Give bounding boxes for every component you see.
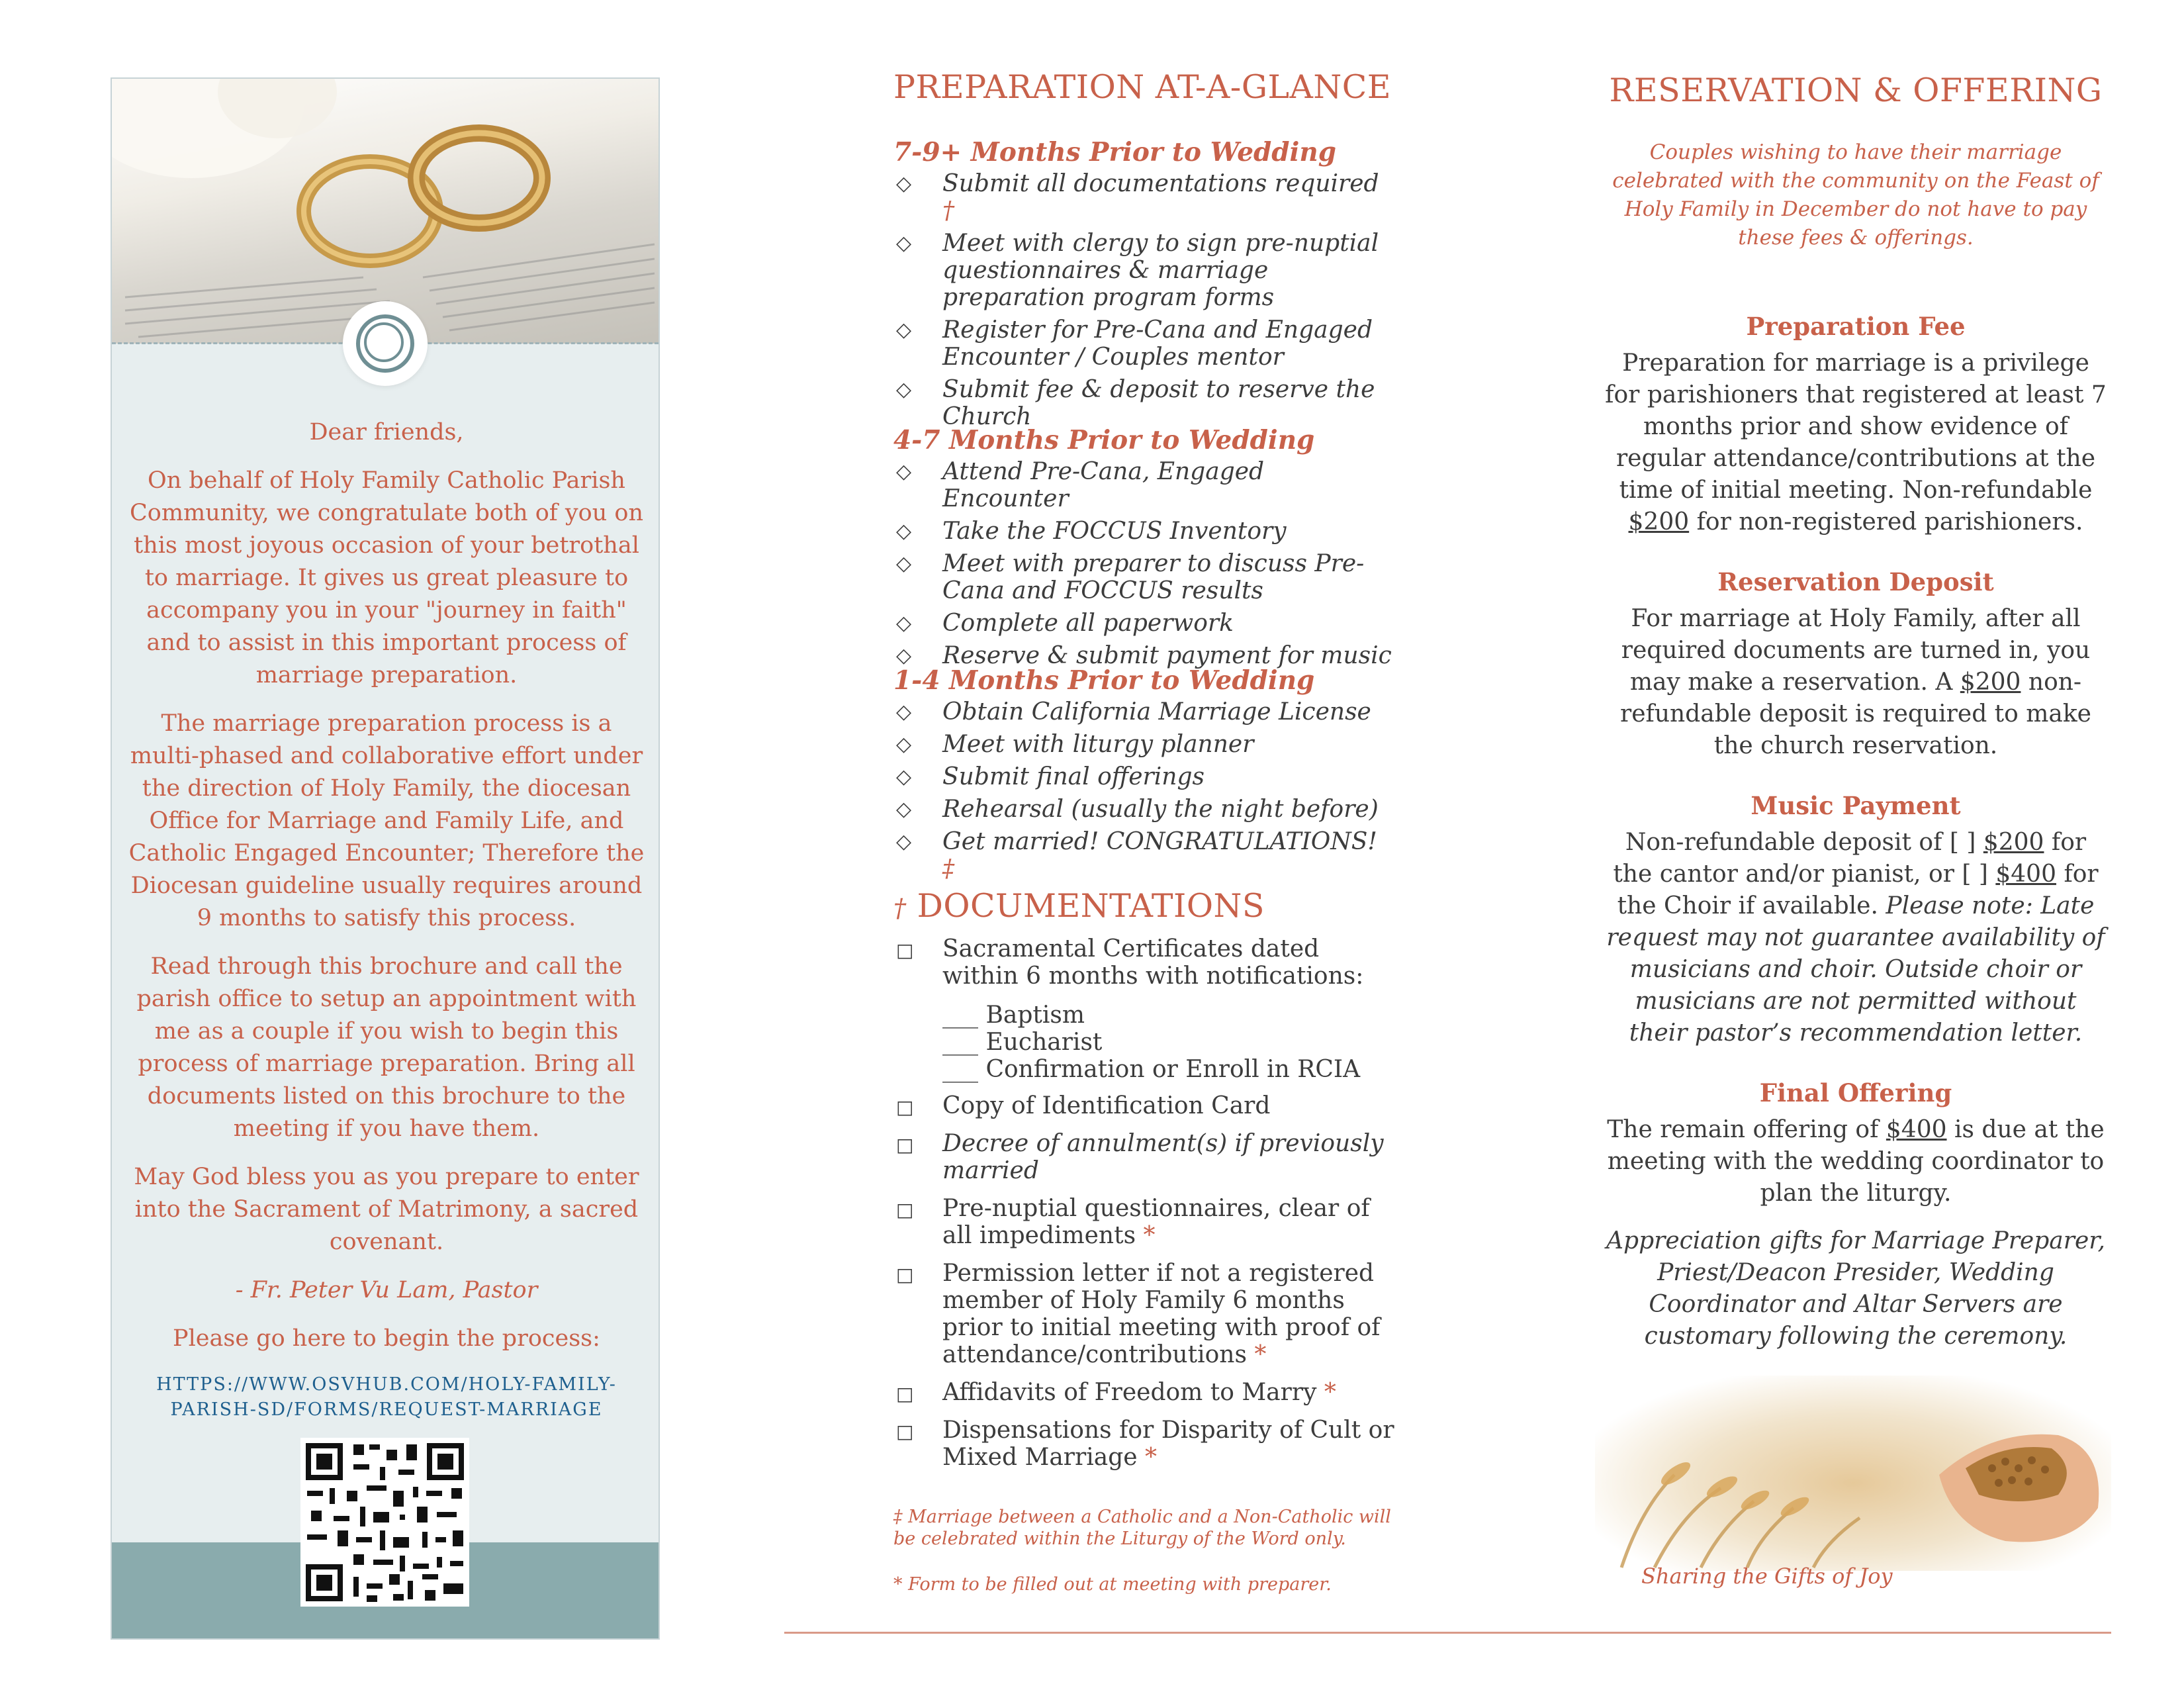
diamond-bullet-icon: ◇ [896,700,912,724]
diamond-bullet-icon: ◇ [896,830,912,853]
document-item: □ Decree of annulment(s) if previously married [896,1130,1384,1184]
diamond-bullet-icon: ◇ [896,232,912,255]
checkbox-icon: □ [896,1096,914,1118]
photo-caption: Sharing the Gifts of Joy [1641,1564,1893,1589]
diamond-bullet-icon: ◇ [896,460,912,483]
holy-family-feast-notice: Couples wishing to have their marriage celebrated with the community on the Feast of Holy Family in December do not have to pay these fees & offerings. [1612,140,2099,250]
appreciation-text: Appreciation gifts for Marriage Preparer, Priest/Deacon Presider, Wedding Coordinator and Altar Servers are customary following the ceremony. [1606,1227,2105,1350]
left-panel [111,77,660,1640]
task-item: ◇ Meet with liturgy planner [896,731,1254,758]
task-item: ◇ Take the FOCCUS Inventory [896,518,1287,545]
diamond-bullet-icon: ◇ [896,733,912,756]
letter-paragraph-2: The marriage preparation process is a multi-phased and collaborative effort under the direction of Holy Family, the diocesan Office for Marriage and Family Life, and Catholic Engaged Encounter; Therefore the Diocesan guideline usually requires around 9 months to satisfy this process. [128,710,645,931]
period-label: 1-4 Months Prior to Wedding [893,665,1315,696]
final-offering-text: The remain offering of $400 is due at the meeting with the wedding coordinator to plan the liturgy. [1607,1116,2105,1207]
checkbox-icon: □ [896,939,914,961]
greeting: Dear friends, [309,419,464,445]
diamond-bullet-icon: ◇ [896,798,912,821]
document-item: □ Pre-nuptial questionnaires, clear of all impediments * [896,1195,1370,1249]
reservation-deposit-text: For marriage at Holy Family, after all required documents are turned in, you may make a reservation. A $200 non-refundable deposit is required to make the church reservation. [1620,605,2091,759]
sacrament-blank: ___ Confirmation or Enroll in RCIA [942,1056,1361,1083]
wheat-hands-photo [1595,1376,2111,1571]
registration-link-line-2: PARISH-SD/FORMS/REQUEST-MARRIAGE [170,1399,603,1420]
music-payment-title: Music Payment [1751,791,1961,820]
footnote-form: * Form to be filled out at meeting with preparer. [893,1574,1332,1595]
documents-list [893,935,1396,1471]
diamond-bullet-icon: ◇ [896,378,912,401]
bottom-divider [784,1632,2111,1634]
task-item: ◇ Register for Pre-Cana and Engaged Encounter / Couples mentor [896,316,1373,371]
reservation-title: RESERVATION & OFFERING [1609,71,2103,109]
task-item: ◇ Submit final offerings [896,763,1205,790]
period-label: 7-9+ Months Prior to Wedding [893,137,1336,167]
period-label: 4-7 Months Prior to Wedding [893,425,1315,455]
diamond-bullet-icon: ◇ [896,765,912,788]
footnote-mixed-marriage: ‡ Marriage between a Catholic and a Non-Catholic will be celebrated within the Liturgy of the Word only. [893,1507,1391,1549]
music-note: Please note: Late request may not guarantee availability of musicians and choir. Outside choir or musicians are not permitted without their pastor’s recommendation letter. [1606,892,2105,1047]
task-item: ◇ Submit all documentations required † [896,170,1379,224]
task-item: ◇ Rehearsal (usually the night before) [896,796,1379,823]
sacrament-blank: ___ Eucharist [942,1029,1103,1056]
checkbox-icon: □ [896,1421,914,1442]
task-item: ◇ Obtain California Marriage License [896,698,1371,726]
task-item: ◇ Attend Pre-Cana, Engaged Encounter [896,458,1265,512]
pastor-signature: - Fr. Peter Vu Lam, Pastor [235,1277,538,1303]
diamond-bullet-icon: ◇ [896,172,912,195]
preparation-title: PREPARATION AT-A-GLANCE [893,68,1392,106]
task-item: ◇ Reserve & submit payment for music [896,642,1392,669]
diamond-bullet-icon: ◇ [896,552,912,575]
sacrament-blank: ___ Baptism [942,1002,1085,1029]
music-payment-text: Non-refundable deposit of [ ] $200 for the cantor and/or pianist, or [ ] $400 for the Choir if available. Please note: Late request may not guarantee availability of musicians and choir. Outside choir or musicians are not permitted without their pastor’s recommendation letter. [1606,829,2105,1047]
qr-code[interactable] [300,1438,469,1607]
diamond-bullet-icon: ◇ [896,644,912,667]
task-item: ◇ Get married! CONGRATULATIONS! ‡ [896,828,1377,882]
letter-paragraph-1: On behalf of Holy Family Catholic Parish Community, we congratulate both of you on this most joyous occasion of your betrothal to marriage. It gives us great pleasure to accompany you in your "journey in faith" and to assist in this important process of marriage preparation. [129,467,643,688]
document-item: □ Permission letter if not a registered member of Holy Family 6 months prior to initial meeting with proof of attendance/contributions * [896,1260,1381,1368]
diamond-bullet-icon: ◇ [896,520,912,543]
checkbox-icon: □ [896,1134,914,1156]
task-item: ◇ Meet with clergy to sign pre-nuptial questionnaires & marriage preparation program forms [896,230,1379,311]
diamond-bullet-icon: ◇ [896,318,912,342]
documentations-title: † DOCUMENTATIONS [893,887,1265,925]
preparation-fee-title: Preparation Fee [1746,312,1966,341]
diamond-bullet-icon: ◇ [896,612,912,635]
preparation-fee-text: Preparation for marriage is a privilege for parishioners that registered at least 7 months prior and show evidence of regular attendance/contributions at the time of initial meeting. Non-refundable $200 for non-registered parishioners. [1605,350,2107,536]
letter-paragraph-3: Read through this brochure and call the parish office to setup an appointment with me as a couple if you wish to begin this process of marriage preparation. Bring all documents listed on this brochure to the meeting if you have them. [136,953,637,1142]
period-7-9-months [893,137,1396,430]
checkbox-icon: □ [896,1199,914,1221]
period-4-7-months [893,425,1396,669]
document-item: □ Copy of Identification Card [896,1092,1271,1119]
document-item: □ Sacramental Certificates dated within 6 months with notifications: ___ Baptism ___ Eucharist ___ Confirmation or Enroll in RCIA [893,935,1396,1083]
letter-paragraph-4: May God bless you as you prepare to enter into the Sacrament of Matrimony, a sacred covenant. [134,1164,639,1255]
final-offering-title: Final Offering [1759,1078,1952,1107]
document-item: □ Dispensations for Disparity of Cult or Mixed Marriage * [896,1417,1394,1471]
reservation-deposit-title: Reservation Deposit [1717,567,1994,596]
period-1-4-months [893,665,1396,882]
ring-emblem-icon [343,301,428,386]
checkbox-icon: □ [896,1383,914,1405]
registration-link[interactable] [128,1372,645,1423]
task-item: ◇ Complete all paperwork [896,610,1234,637]
reservation-offering-column [1604,71,2107,1352]
registration-link-line-1: HTTPS://WWW.OSVHUB.COM/HOLY-FAMILY- [156,1374,617,1395]
task-item: ◇ Meet with preparer to discuss Pre-Cana and FOCCUS results [896,550,1365,604]
document-item: □ Affidavits of Freedom to Marry * [896,1379,1336,1406]
task-item: ◇ Submit fee & deposit to reserve the Church [896,376,1375,430]
call-to-action: Please go here to begin the process: [173,1325,600,1352]
checkbox-icon: □ [896,1264,914,1286]
welcome-letter [128,416,645,1423]
